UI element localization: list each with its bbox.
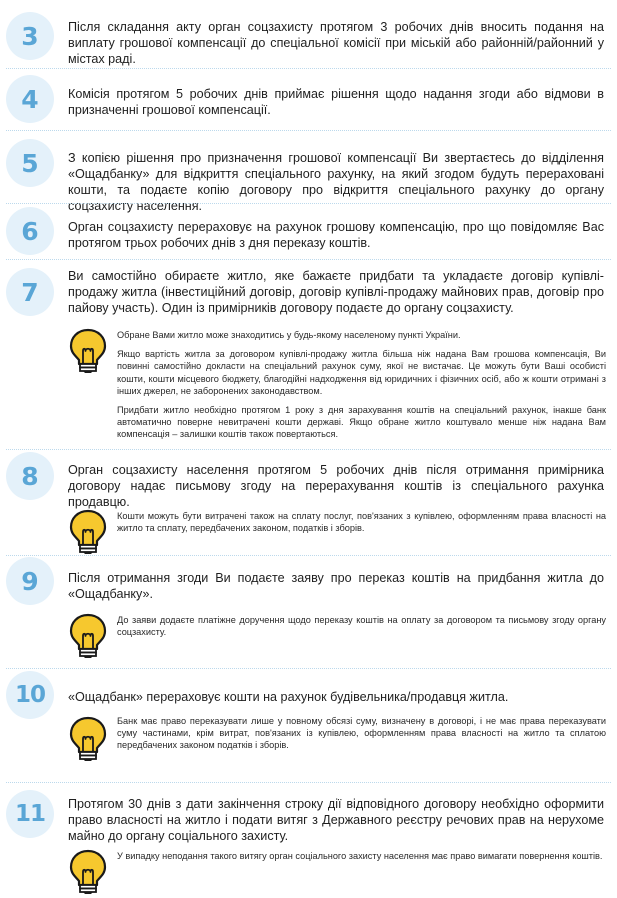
step-text: Протягом 30 днів з дати закінчення строку дії відповідного договору необхідно оформити право власності на житло і подати витяг з Державного реєстру речових прав на нерухоме майно до органу соціального захисту. <box>68 797 604 843</box>
divider <box>6 130 611 132</box>
step-number-badge: 8 <box>6 452 54 500</box>
lightbulb-icon <box>68 715 108 761</box>
step-number-badge: 4 <box>6 75 54 123</box>
tip-text: У випадку неподання такого витягу орган соціального захисту населення має право вимагати повернення коштів. <box>117 851 603 861</box>
lightbulb-icon <box>68 508 108 554</box>
step-text: З копією рішення про призначення грошової компенсації Ви звертаєтесь до відділення «Ощадбанку» для відкриття спеціального рахунку, на який згодом будуть перераховані кошти, та подаєте копію договору про відкриття спеціального рахунку до органу соцзахисту населення. <box>68 151 604 213</box>
step-number-badge: 7 <box>6 268 54 316</box>
step-text: Орган соцзахисту населення протягом 5 робочих днів після отримання примірника договору надає письмову згоду на перерахування коштів із спеціального рахунка продавцю. <box>68 463 604 509</box>
tip-text: До заяви додаєте платіжне доручення щодо переказу коштів на оплату за договором та письмову згоду органу соцзахисту. <box>117 615 606 638</box>
tip-text: Банк має право переказувати лише у повному обсязі суму, визначену в договорі, і не має права переказувати суму частинами, крім витрат, пов'язаних із купівлею, оформленням права власності на житло та сплатою передбачених законом податків і зборів. <box>117 716 606 751</box>
lightbulb-icon <box>68 612 108 658</box>
step-text: Ви самостійно обираєте житло, яке бажаєте придбати та укладаєте договір купівлі-продажу житла (інвестиційний договір, договір купівлі-продажу майнових прав, договір про пайову участь). Один із примірників договору подаєте до органу соцзахисту. <box>68 269 604 315</box>
lightbulb-icon <box>68 848 108 894</box>
step-number-badge: 10 <box>6 671 54 719</box>
step-text: Після складання акту орган соцзахисту протягом 3 робочих днів вносить подання на виплату грошової компенсації до спеціальної комісії при міській або районній/районний у містах раді. <box>68 20 604 66</box>
divider <box>6 555 611 557</box>
step-number-badge: 3 <box>6 12 54 60</box>
step-text: Комісія протягом 5 робочих днів приймає рішення щодо надання згоди або відмови в призначенні грошової компенсації. <box>68 87 604 117</box>
divider <box>6 449 611 451</box>
tip-text: Обране Вами житло може знаходитись у будь-якому населеному пункті України. <box>117 330 461 340</box>
tip-text: Придбати житло необхідно протягом 1 року з дня зарахування коштів на спеціальний рахунок, інакше банк автоматично поверне невитрачені кошти державі. Якщо обране житло коштувало менше ніж надана Вам компенсація – залишки коштів також повертаються. <box>117 405 606 440</box>
divider <box>6 68 611 70</box>
divider <box>6 782 611 784</box>
divider <box>6 259 611 261</box>
tip-text: Кошти можуть бути витрачені також на сплату послуг, пов'язаних з купівлею, оформленням права власності на житло та сплату, передбачених законом, податків і зборів. <box>117 511 606 534</box>
step-number-badge: 9 <box>6 557 54 605</box>
step-text: «Ощадбанк» перераховує кошти на рахунок будівельника/продавця житла. <box>68 690 509 704</box>
divider <box>6 203 611 205</box>
step-number-badge: 6 <box>6 207 54 255</box>
divider <box>6 668 611 670</box>
step-text: Після отримання згоди Ви подаєте заяву про переказ коштів на придбання житла до «Ощадбанку». <box>68 571 604 601</box>
tip-text: Якщо вартість житла за договором купівлі-продажу житла більша ніж надана Вам грошова компенсація, Ви повинні самостійно докласти на спеціальний рахунок суму, якої не вистачає. Це можуть бути Ваші особисті кошти, кошти місцевого бюджету, благодійні надходження від юридичних і фізичних осіб, або ж кошти отримані з інших джерел, не заборонених законодавством. <box>117 349 606 396</box>
step-number-badge: 5 <box>6 139 54 187</box>
lightbulb-icon <box>68 327 108 373</box>
step-text: Орган соцзахисту перераховує на рахунок грошову компенсацію, про що повідомляє Вас протягом трьох робочих днів з дня переказу коштів. <box>68 220 604 250</box>
step-number-badge: 11 <box>6 790 54 838</box>
